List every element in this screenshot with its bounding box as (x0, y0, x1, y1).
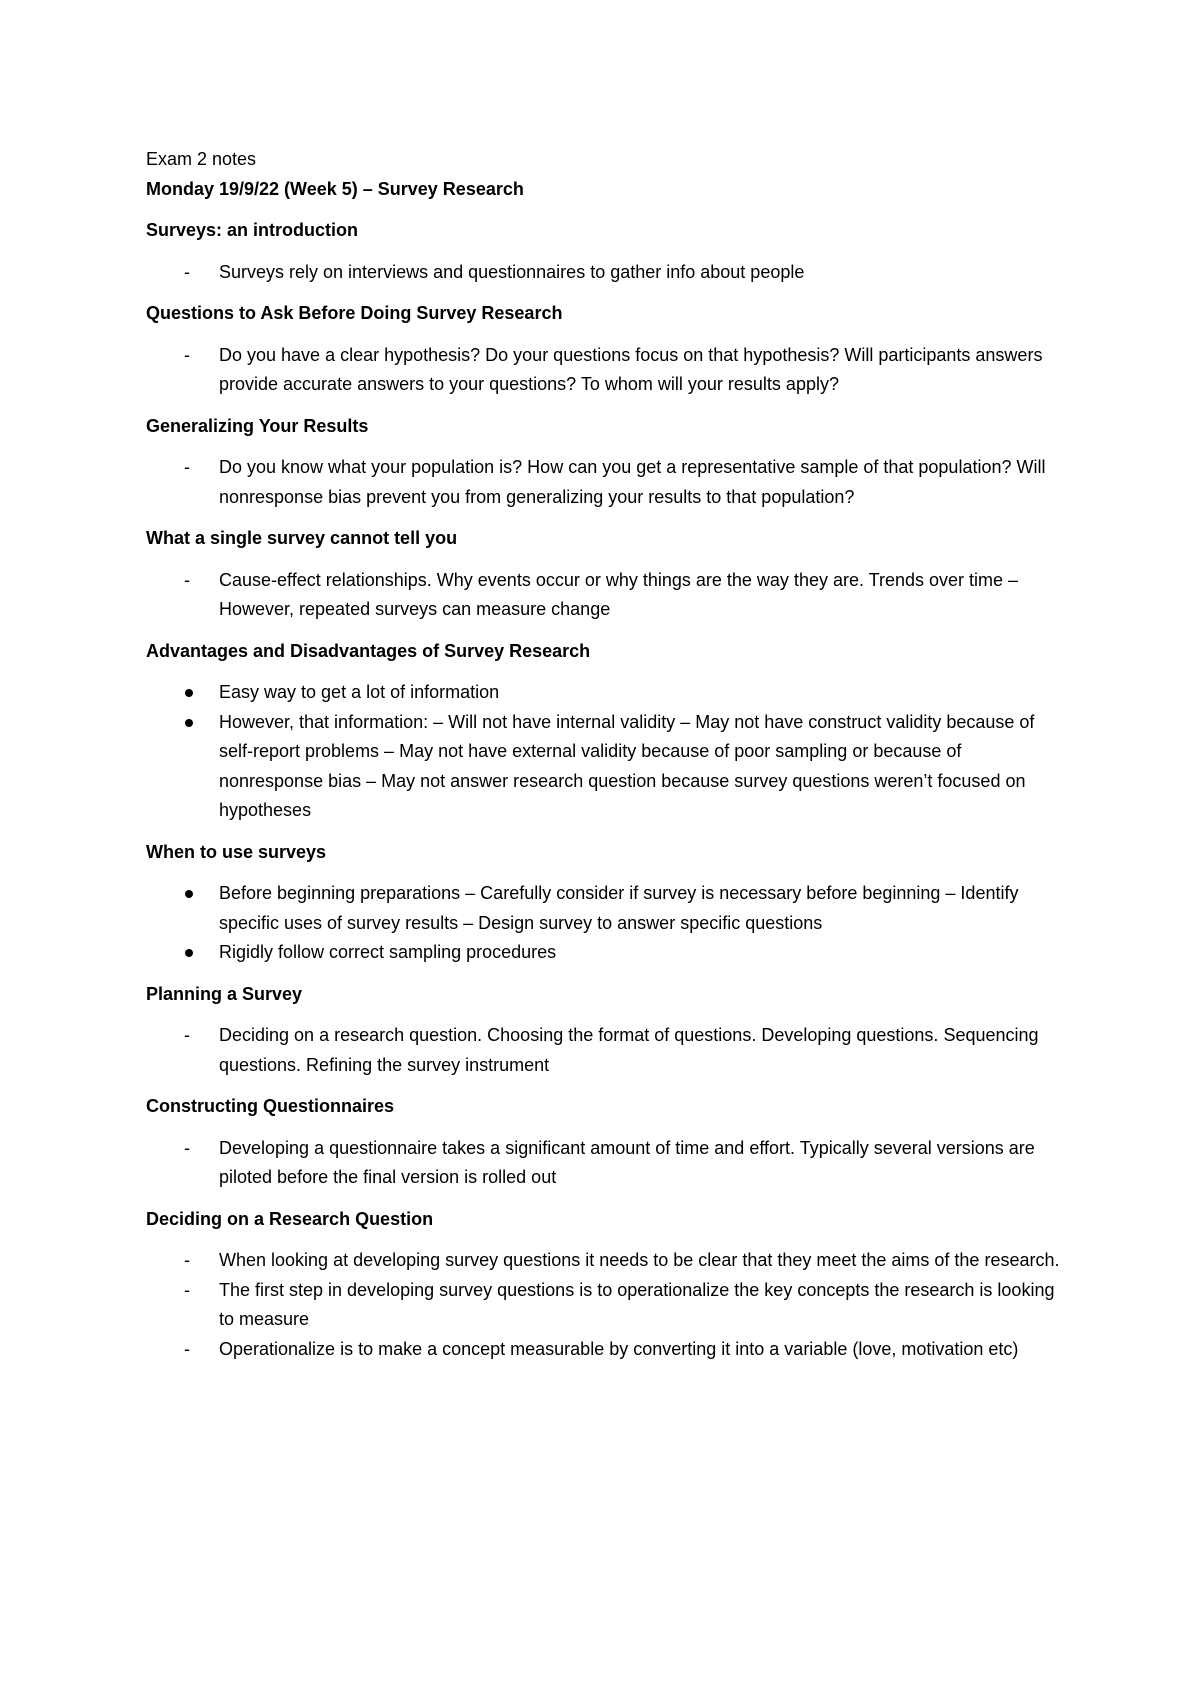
section-heading: Deciding on a Research Question (146, 1208, 434, 1229)
section-list (146, 341, 1066, 400)
list-item (146, 938, 1066, 968)
list-item-text: However, that information: – Will not have internal validity – May not have construct validity because of self-report problems – May not have external validity because of poor sampling or because of nonresponse bias – May not answer research question because survey questions weren’t focused on hypotheses (219, 711, 1035, 820)
section-heading: Generalizing Your Results (146, 415, 369, 436)
section-heading: Questions to Ask Before Doing Survey Research (146, 303, 563, 323)
section-heading: Planning a Survey (146, 983, 303, 1004)
section-list (146, 1134, 1066, 1193)
section-list (146, 1021, 1066, 1080)
section-heading: What a single survey cannot tell you (146, 528, 458, 548)
document-subtitle: Monday 19/9/22 (Week 5) – Survey Research (146, 178, 524, 199)
dash-icon (184, 1246, 204, 1276)
dash-icon (184, 566, 204, 596)
dash-icon (184, 453, 204, 483)
section (146, 216, 1066, 287)
list-item-text: Developing a questionnaire takes a significant amount of time and effort. Typically several versions are piloted before the final version is rolled out (219, 1137, 1035, 1187)
list-item (146, 341, 1066, 400)
section-heading: When to use surveys (146, 841, 327, 862)
list-item-text: Rigidly follow correct sampling procedures (219, 942, 557, 962)
list-item (146, 258, 1066, 288)
list-item (146, 1134, 1066, 1193)
dash-icon (184, 1335, 204, 1365)
list-item (146, 1021, 1066, 1080)
list-item (146, 1246, 1066, 1276)
list-item-text: Before beginning preparations – Carefully consider if survey is necessary before beginning – Identify specific uses of survey results – Design survey to answer specific questions (219, 883, 1019, 933)
list-item-text: Do you know what your population is? How can you get a representative sample of that population? Will nonresponse bias prevent you from generalizing your results to that population? (219, 457, 1046, 507)
section (146, 838, 1066, 968)
section (146, 1205, 1066, 1365)
dash-icon (184, 1276, 204, 1306)
section-heading: Surveys: an introduction (146, 220, 359, 240)
section-list (146, 879, 1066, 968)
section-heading: Advantages and Disadvantages of Survey Research (146, 640, 591, 661)
section-list (146, 453, 1066, 512)
section-list (146, 678, 1066, 826)
section (146, 524, 1066, 625)
dash-icon (184, 341, 204, 371)
dash-icon (184, 1021, 204, 1051)
list-item-text: Easy way to get a lot of information (219, 682, 500, 702)
list-item (146, 879, 1066, 938)
list-item-text: Operationalize is to make a concept measurable by converting it into a variable (love, motivation etc) (219, 1338, 1019, 1359)
list-item (146, 1276, 1066, 1335)
list-item (146, 678, 1066, 708)
section-heading: Constructing Questionnaires (146, 1096, 395, 1116)
section (146, 637, 1066, 826)
section (146, 412, 1066, 513)
document-content (146, 145, 1066, 1376)
list-item-text: Deciding on a research question. Choosing the format of questions. Developing questions. Sequencing questions. Refining the survey instrument (219, 1025, 1039, 1075)
list-item (146, 708, 1066, 826)
section (146, 980, 1066, 1081)
list-item-text: The first step in developing survey questions is to operationalize the key concepts the research is looking to measure (219, 1279, 1055, 1329)
section-list (146, 566, 1066, 625)
list-item-text: Cause-effect relationships. Why events occur or why things are the way they are. Trends over time –However, repeated surveys can measure change (219, 569, 1019, 619)
dash-icon (184, 1134, 204, 1164)
section-list (146, 258, 1066, 288)
section (146, 1092, 1066, 1193)
list-item-text: Do you have a clear hypothesis? Do your questions focus on that hypothesis? Will participants answers provide accurate answers to your questions? To whom will your results apply? (219, 344, 1043, 394)
list-item-text: When looking at developing survey questions it needs to be clear that they meet the aims of the research. (219, 1250, 1060, 1270)
sections-container (146, 216, 1066, 1364)
list-item (146, 1335, 1066, 1365)
list-item (146, 453, 1066, 512)
section-list (146, 1246, 1066, 1364)
list-item-text: Surveys rely on interviews and questionnaires to gather info about people (219, 261, 805, 282)
list-item (146, 566, 1066, 625)
document-title: Exam 2 notes (146, 149, 257, 169)
section (146, 299, 1066, 400)
dash-icon (184, 258, 204, 288)
